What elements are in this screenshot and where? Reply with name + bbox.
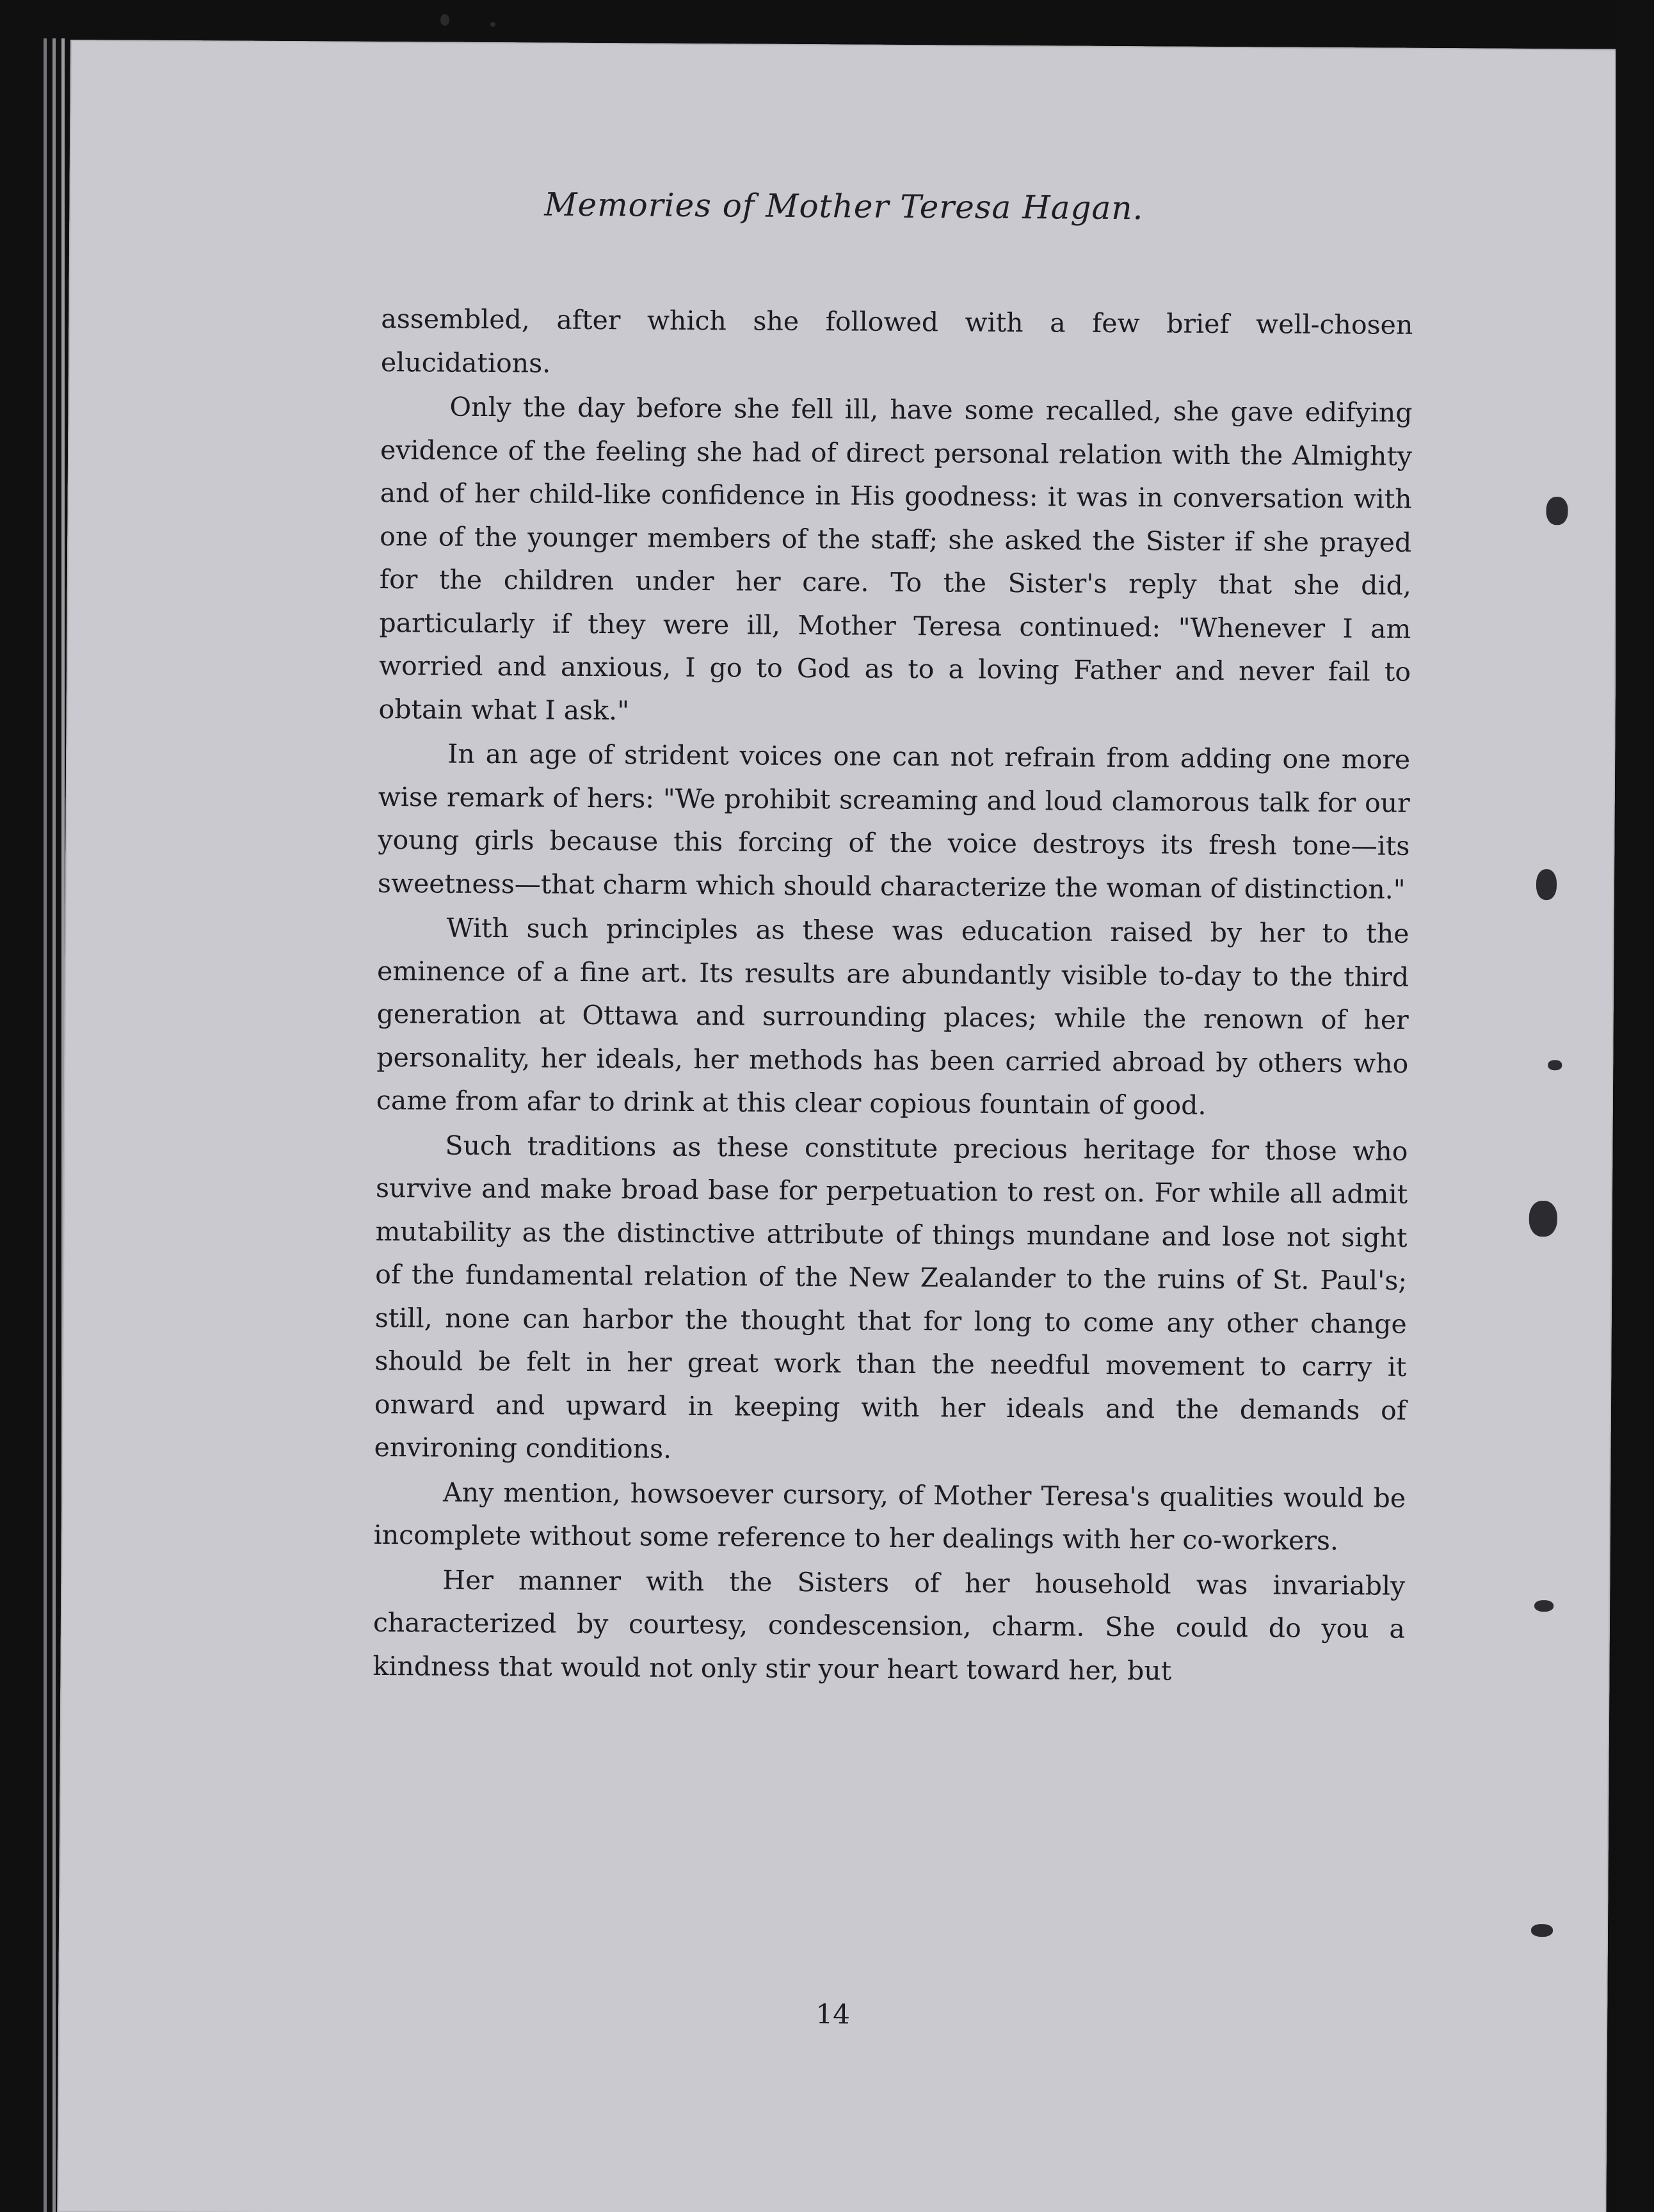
paragraph-1: assembled, after which she followed with a few brief well-chosen elucidations. [380,303,1413,379]
body-text [373,298,1413,1694]
page-stack-edge [44,38,47,2212]
binding-hole-mark [1546,497,1568,525]
paragraph-6: Any mention, howsoever cursory, of Mother Teresa's qualities would be incomplete without some reference to her dealings with her co-workers. [373,1477,1406,1557]
paragraph-2: Only the day before she fell ill, have some recalled, she gave edifying evidence of the feeling she had of direct personal relation with the Almighty and of her child-like confidence in His goodness: it was in conversation with one of the younger members of the staff; she asked the Sister if she prayed for the children under her care. To the Sister's reply that she did, particularly if they were ill, Mother Teresa continued: "Whenever I am worried and anxious, I go to God as to a loving Father and never fail to obtain what I ask." [378,391,1413,726]
binding-hole-mark [1536,869,1557,900]
paragraph-5: Such traditions as these constitute precious heritage for those who survive and make broad base for perpetuation to rest on. For while all admit mutability as the distinctive attribute of things mundane and lose not sight of the fundamental relation of the New Zealander to the ruins of St. Paul's; still, none can harbor the thought that for long to come any other change should be felt in her great work than the needful movement to carry it onward and upward in keeping with her ideals and the demands of environing conditions. [374,1130,1408,1464]
binding-hole-mark [1534,1600,1554,1612]
paragraph-7: Her manner with the Sisters of her household was invariably characterized by courtesy, condescension, charm. She could do you a kindness that would not only stir your heart toward her, but [373,1564,1406,1687]
scan-shadow [1616,0,1654,2212]
binding-hole-mark [1548,1060,1562,1070]
binding-hole-mark [1529,1201,1557,1237]
book-page [57,40,1619,2212]
page-stack-edge [52,38,56,2212]
scan-speck [490,22,495,27]
scan-speck [440,14,449,26]
page-number: 14 [815,1998,851,2030]
paragraph-4: With such principles as these was education raised by her to the eminence of a fine art. Its results are abundantly visible to-day to the third generation at Ottawa and surrounding places; while the renown of her personality, her ideals, her methods has been carried abroad by others who came from afar to drink at this clear copious fountain of good. [376,912,1409,1121]
running-header: Memories of Mother Teresa Hagan. [544,186,1144,227]
paragraph-3: In an age of strident voices one can not refrain from adding one more wise remark of hers: "We prohibit screaming and loud clamorous talk for our young girls because this forcing of the voice destroys its fresh tone—its sweetness—that charm which should characterize the woman of distinction." [377,738,1411,905]
binding-hole-mark [1531,1924,1553,1937]
